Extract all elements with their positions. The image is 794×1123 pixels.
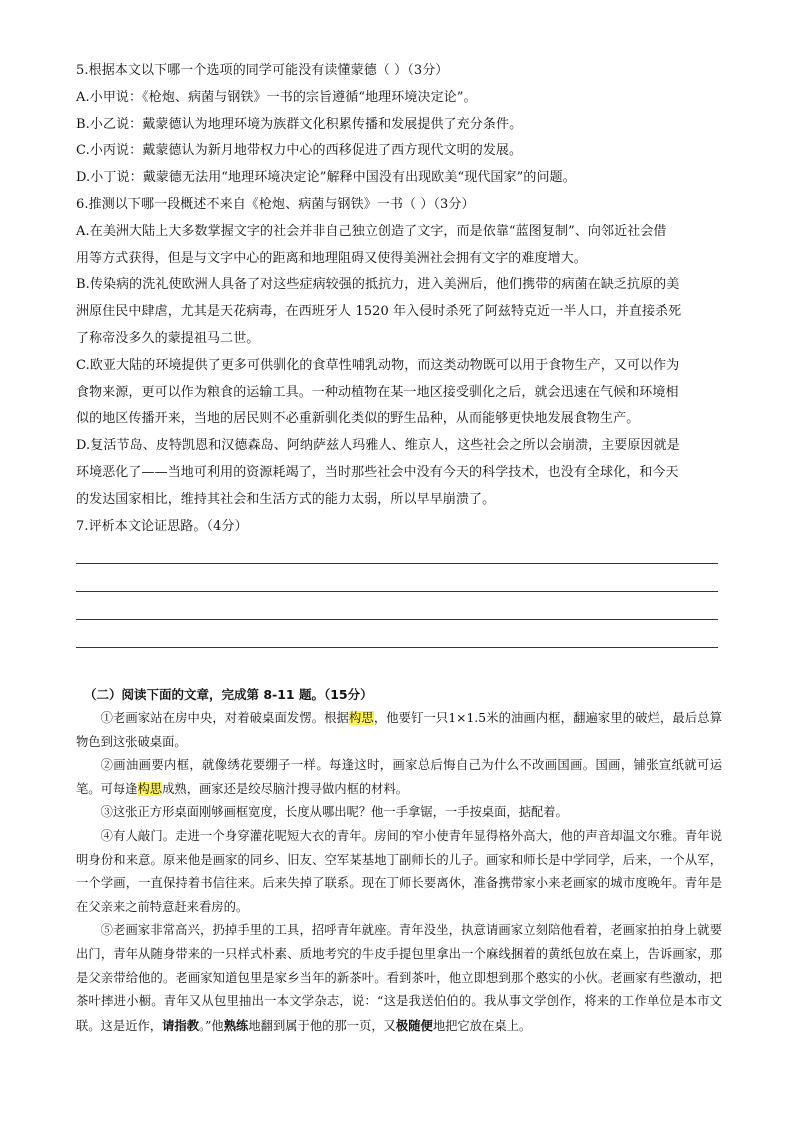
highlighted-word: 构思 [137, 781, 163, 796]
question-6-option-b [76, 272, 726, 352]
option-line: 似的地区传播开来，当地的居民则不必重新驯化类似的野生品种，从而能够更快地发展食物生产。 [76, 411, 640, 427]
paragraph-text: 地把它放在桌上。 [432, 1018, 532, 1033]
option-line: 洲原住民中肆虐，尤其是天花病毒，在西班牙人 1520 年入侵时杀死了阿兹特克近一半人口，并直接杀死 [76, 304, 682, 320]
paragraph-4: ④有人敲门。走进一个身穿灌花呢短大衣的青年。房间的窄小使青年显得格外高大，他的声音却温文尔雅。青年说明身份和来意。原来他是画家的同乡、旧友、空军某基地丁副师长的儿子。画家和师长是中学同学，后来，一个从军，一个学画，一直保持着书信往来。后来失掉了联系。现在丁师长要离休，准备携带家小来老画家的城市度晚年。青年是在父亲来之前特意赶来看房的。 [76, 828, 722, 914]
question-6-option-d [76, 433, 726, 513]
highlighted-word: 构思 [348, 711, 374, 725]
bold-phrase: 请指教 [162, 1017, 199, 1033]
questions-section [76, 58, 726, 540]
question-5-option-d: D.小丁说：戴蒙德无法用“地理环境决定论”解释中国没有出现欧美“现代国家”的问题。 [76, 170, 576, 186]
paragraph-text: ⑤老画家非常高兴，扔掉手里的工具，招呼青年就座。青年没坐，执意请画家立刻陪他看着，老画家拍拍身上就要出门，青年从随身带来的一只样式朴素、质地考究的牛皮手提包里拿出一个麻线捆着的黄纸包放在桌上，告诉画家，那是父亲带给他的。老画家知道包里是家乡当年的新茶叶。看到茶叶，他立即想到那个憨实的小伙。老画家有些激动，把茶叶摔进小橱。青年又从包里抽出一本文学杂志，说：“这是我送伯伯的。我从事文学创作，将来的工作单位是本市文联。这是近作， [76, 923, 722, 1033]
option-line: B.传染病的洗礼使欧洲人具备了对这些症病较强的抵抗力，进入美洲后，他们携带的病菌在缺乏抗原的美 [76, 277, 680, 293]
option-line: D.复活节岛、皮特凯恩和汉德森岛、阿纳萨兹人玛雅人、维京人，这些社会之所以会崩溃，主要原因就是 [76, 438, 680, 454]
paragraph-text: ，他要钉一只1×1.5米的油画内框，翻遍家里的破烂，最后总算物色到这张破桌面。 [76, 711, 722, 749]
answer-lines [76, 563, 718, 675]
question-6-option-a [76, 219, 726, 273]
answer-line [76, 619, 718, 620]
option-line: 食物来源，更可以作为粮食的运输工具。一种动植物在某一地区接受驯化之后，就会迅速在气候和环境相 [76, 384, 679, 400]
answer-line [76, 647, 718, 648]
paragraph-2 [76, 754, 722, 801]
question-6-stem: 6.推测以下哪一段概述不来自《枪炮、病菌与钢铁》一书（ ）（3分） [76, 196, 475, 212]
paragraph-text: 成熟，画家还是绞尽脑汁搜寻做内框的材料。 [162, 781, 409, 796]
paragraph-1 [76, 707, 722, 754]
question-5-option-c: C.小丙说：戴蒙德认为新月地带权力中心的西移促进了西方现代文明的发展。 [76, 143, 523, 159]
paragraph-text: ②画油画要内框，就像绣花要绷子一样。每逢这时，画家总后悔自己为什么不改画国画。国画，铺张宣纸就可运笔。可每逢 [76, 758, 722, 796]
option-line: 环境恶化了——当地可利用的资源耗竭了，当时那些社会中没有今天的科学技术，也没有全球化，和今天 [76, 464, 679, 480]
option-line: A.在美洲大陆上大多数掌握文字的社会并非自己独立创造了文字，而是依靠“蓝图复制”、向邻近社会借 [76, 223, 667, 239]
paragraph-text: 。”他 [199, 1018, 224, 1033]
option-line: 的发达国家相比，维持其社会和生活方式的能力太弱，所以早早崩溃了。 [76, 491, 496, 507]
answer-line [76, 563, 718, 564]
option-line: 用等方式获得，但是与文字中心的距离和地理阻碍又使得美洲社会拥有文字的难度增大。 [76, 250, 587, 266]
bold-phrase: 熟练 [223, 1017, 249, 1033]
paragraph-5 [76, 919, 722, 1038]
reading-section [76, 683, 722, 1038]
option-line: 了称帝没多久的蒙提祖马二世。 [76, 330, 260, 346]
paragraph-3: ③这张正方形桌面刚够画框宽度，长度从哪出呢？他一手拿锯，一手按桌面，掂配着。 [100, 805, 568, 820]
bold-phrase: 极随便 [395, 1017, 433, 1033]
question-6-option-c [76, 353, 726, 433]
paragraph-text: 地翻到属于他的那一页，又 [248, 1018, 396, 1033]
question-7-stem: 7.评析本文论证思路。（4分） [76, 518, 248, 534]
answer-line [76, 591, 718, 592]
paragraph-text: ①老画家站在房中央，对着破桌面发愣。根据 [100, 711, 349, 725]
option-line: C.欧亚大陆的环境提供了更多可供驯化的食草性哺乳动物，而这类动物既可以用于食物生产，又可以作为 [76, 357, 680, 373]
section-title: （二）阅读下面的文章，完成第 8-11 题。（15分） [84, 687, 373, 702]
question-5-stem: 5.根据本文以下哪一个选项的同学可能没有读懂蒙德（ ）（3分） [76, 63, 449, 78]
question-5-option-a: A.小甲说：《枪炮、病菌与钢铁》一书的宗旨遵循“地理环境决定论”。 [76, 89, 477, 105]
question-5-option-b: B.小乙说：戴蒙德认为地理环境为族群文化积累传播和发展提供了充分条件。 [76, 116, 523, 132]
